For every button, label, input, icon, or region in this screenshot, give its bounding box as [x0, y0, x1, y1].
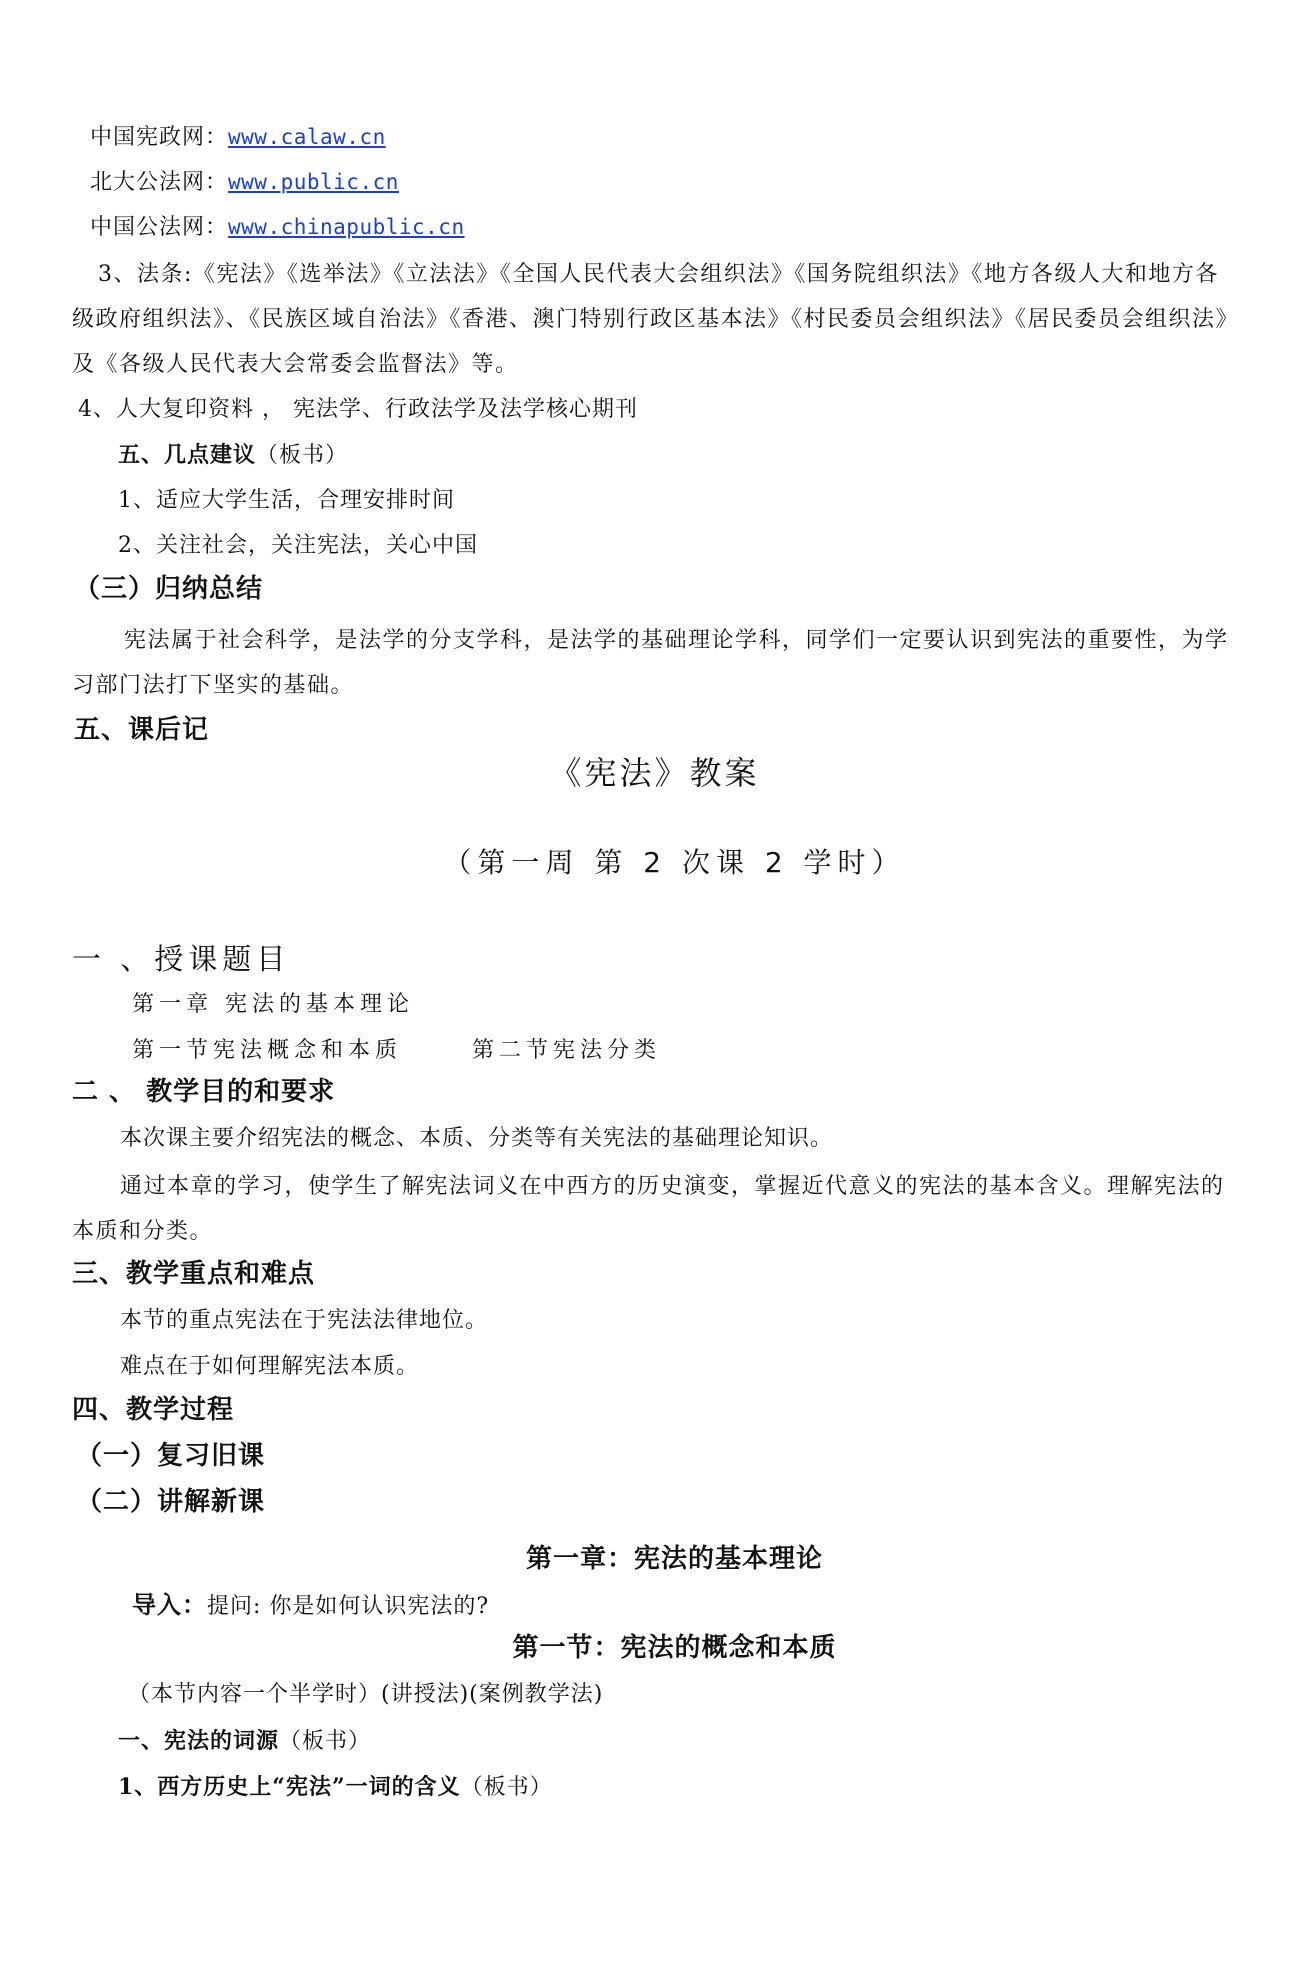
- public-link[interactable]: www.public.cn: [228, 170, 399, 194]
- board-note: （板书）: [460, 1775, 553, 1800]
- calaw-link[interactable]: www.calaw.cn: [228, 125, 386, 149]
- intro-line: [132, 1590, 1309, 1622]
- west-heading: [118, 1772, 1309, 1803]
- page-subtitle: （第一周 第 2 次课 2 学时）: [443, 846, 906, 879]
- topic-line-1: 第一章 宪法的基本理论: [132, 992, 414, 1017]
- review-heading: （一）复习旧课: [76, 1441, 266, 1471]
- goals-paragraph-1: 本次课主要介绍宪法的概念、本质、分类等有关宪法的基础理论知识。: [120, 1126, 834, 1151]
- suggestion-item-1: 1、适应大学生活，合理安排时间: [118, 488, 455, 513]
- chinapublic-link[interactable]: www.chinapublic.cn: [228, 215, 465, 239]
- link-row-public: [90, 167, 1309, 198]
- suggestions-heading: [118, 440, 1309, 471]
- link-label: 中国公法网：: [90, 215, 229, 240]
- board-note: （板书）: [256, 443, 349, 468]
- topic-heading: 一 、授课题目: [72, 942, 291, 976]
- item-4: 4、人大复印资料 ， 宪法学、行政法学及法学核心期刊: [78, 397, 638, 422]
- intro-label: 导入：: [132, 1591, 207, 1619]
- goals-paragraph-2: 通过本章的学习，使学生了解宪法词义在中西方的历史演变，掌握近代意义的宪法的基本含义。理解宪法的本质和分类。: [72, 1174, 1225, 1244]
- suggestions-heading-bold: 五、几点建议: [118, 442, 257, 468]
- link-row-chinapublic: [90, 212, 1309, 243]
- intro-question: 提问: 你是如何认识宪法的?: [207, 1594, 490, 1619]
- link-label: 中国宪政网：: [90, 125, 229, 150]
- suggestion-item-2: 2、关注社会，关注宪法，关心中国: [118, 533, 478, 558]
- page-title: 《宪法》教案: [549, 754, 760, 792]
- section-note: （本节内容一个半学时）(讲授法)(案例教学法): [128, 1682, 604, 1707]
- focus-paragraph-2: 难点在于如何理解宪法本质。: [120, 1354, 420, 1379]
- west-heading-bold: 1、西方历史上“宪法”一词的含义: [118, 1774, 461, 1800]
- focus-heading: 三、教学重点和难点: [72, 1259, 316, 1289]
- summary-heading: （三）归纳总结: [74, 574, 264, 604]
- focus-paragraph-1: 本节的重点宪法在于宪法法律地位。: [120, 1308, 489, 1333]
- board-note: （板书）: [279, 1729, 372, 1754]
- summary-paragraph: 宪法属于社会科学，是法学的分支学科，是法学的基础理论学科，同学们一定要认识到宪法的重要性，为学习部门法打下坚实的基础。: [72, 628, 1229, 698]
- statutes-paragraph: 3、法条:《宪法》《选举法》《立法法》《全国人民代表大会组织法》《国务院组织法》《地方各级人大和地方各级政府组织法》、《民族区域自治法》《香港、澳门特别行政区基本法》《村民委员会组织法》《居民委员会组织法》及《各级人民代表大会常委会监督法》等。: [72, 262, 1229, 377]
- postscript-heading: 五、课后记: [74, 715, 210, 745]
- section-title: 第一节：宪法的概念和本质: [512, 1633, 837, 1663]
- topic-section-2: 第二节宪法分类: [472, 1038, 662, 1063]
- process-heading: 四、教学过程: [72, 1395, 235, 1425]
- topic-section-1: 第一节宪法概念和本质: [132, 1038, 403, 1063]
- origin-heading: [118, 1726, 1309, 1757]
- origin-heading-bold: 一、宪法的词源: [118, 1728, 280, 1754]
- link-row-calaw: [90, 122, 1309, 153]
- chapter-title: 第一章：宪法的基本理论: [525, 1544, 823, 1574]
- topic-line-2: [132, 1036, 1309, 1066]
- link-label: 北大公法网：: [90, 170, 229, 195]
- goals-heading: 二 、 教学目的和要求: [72, 1077, 336, 1107]
- new-lesson-heading: （二）讲解新课: [76, 1487, 266, 1517]
